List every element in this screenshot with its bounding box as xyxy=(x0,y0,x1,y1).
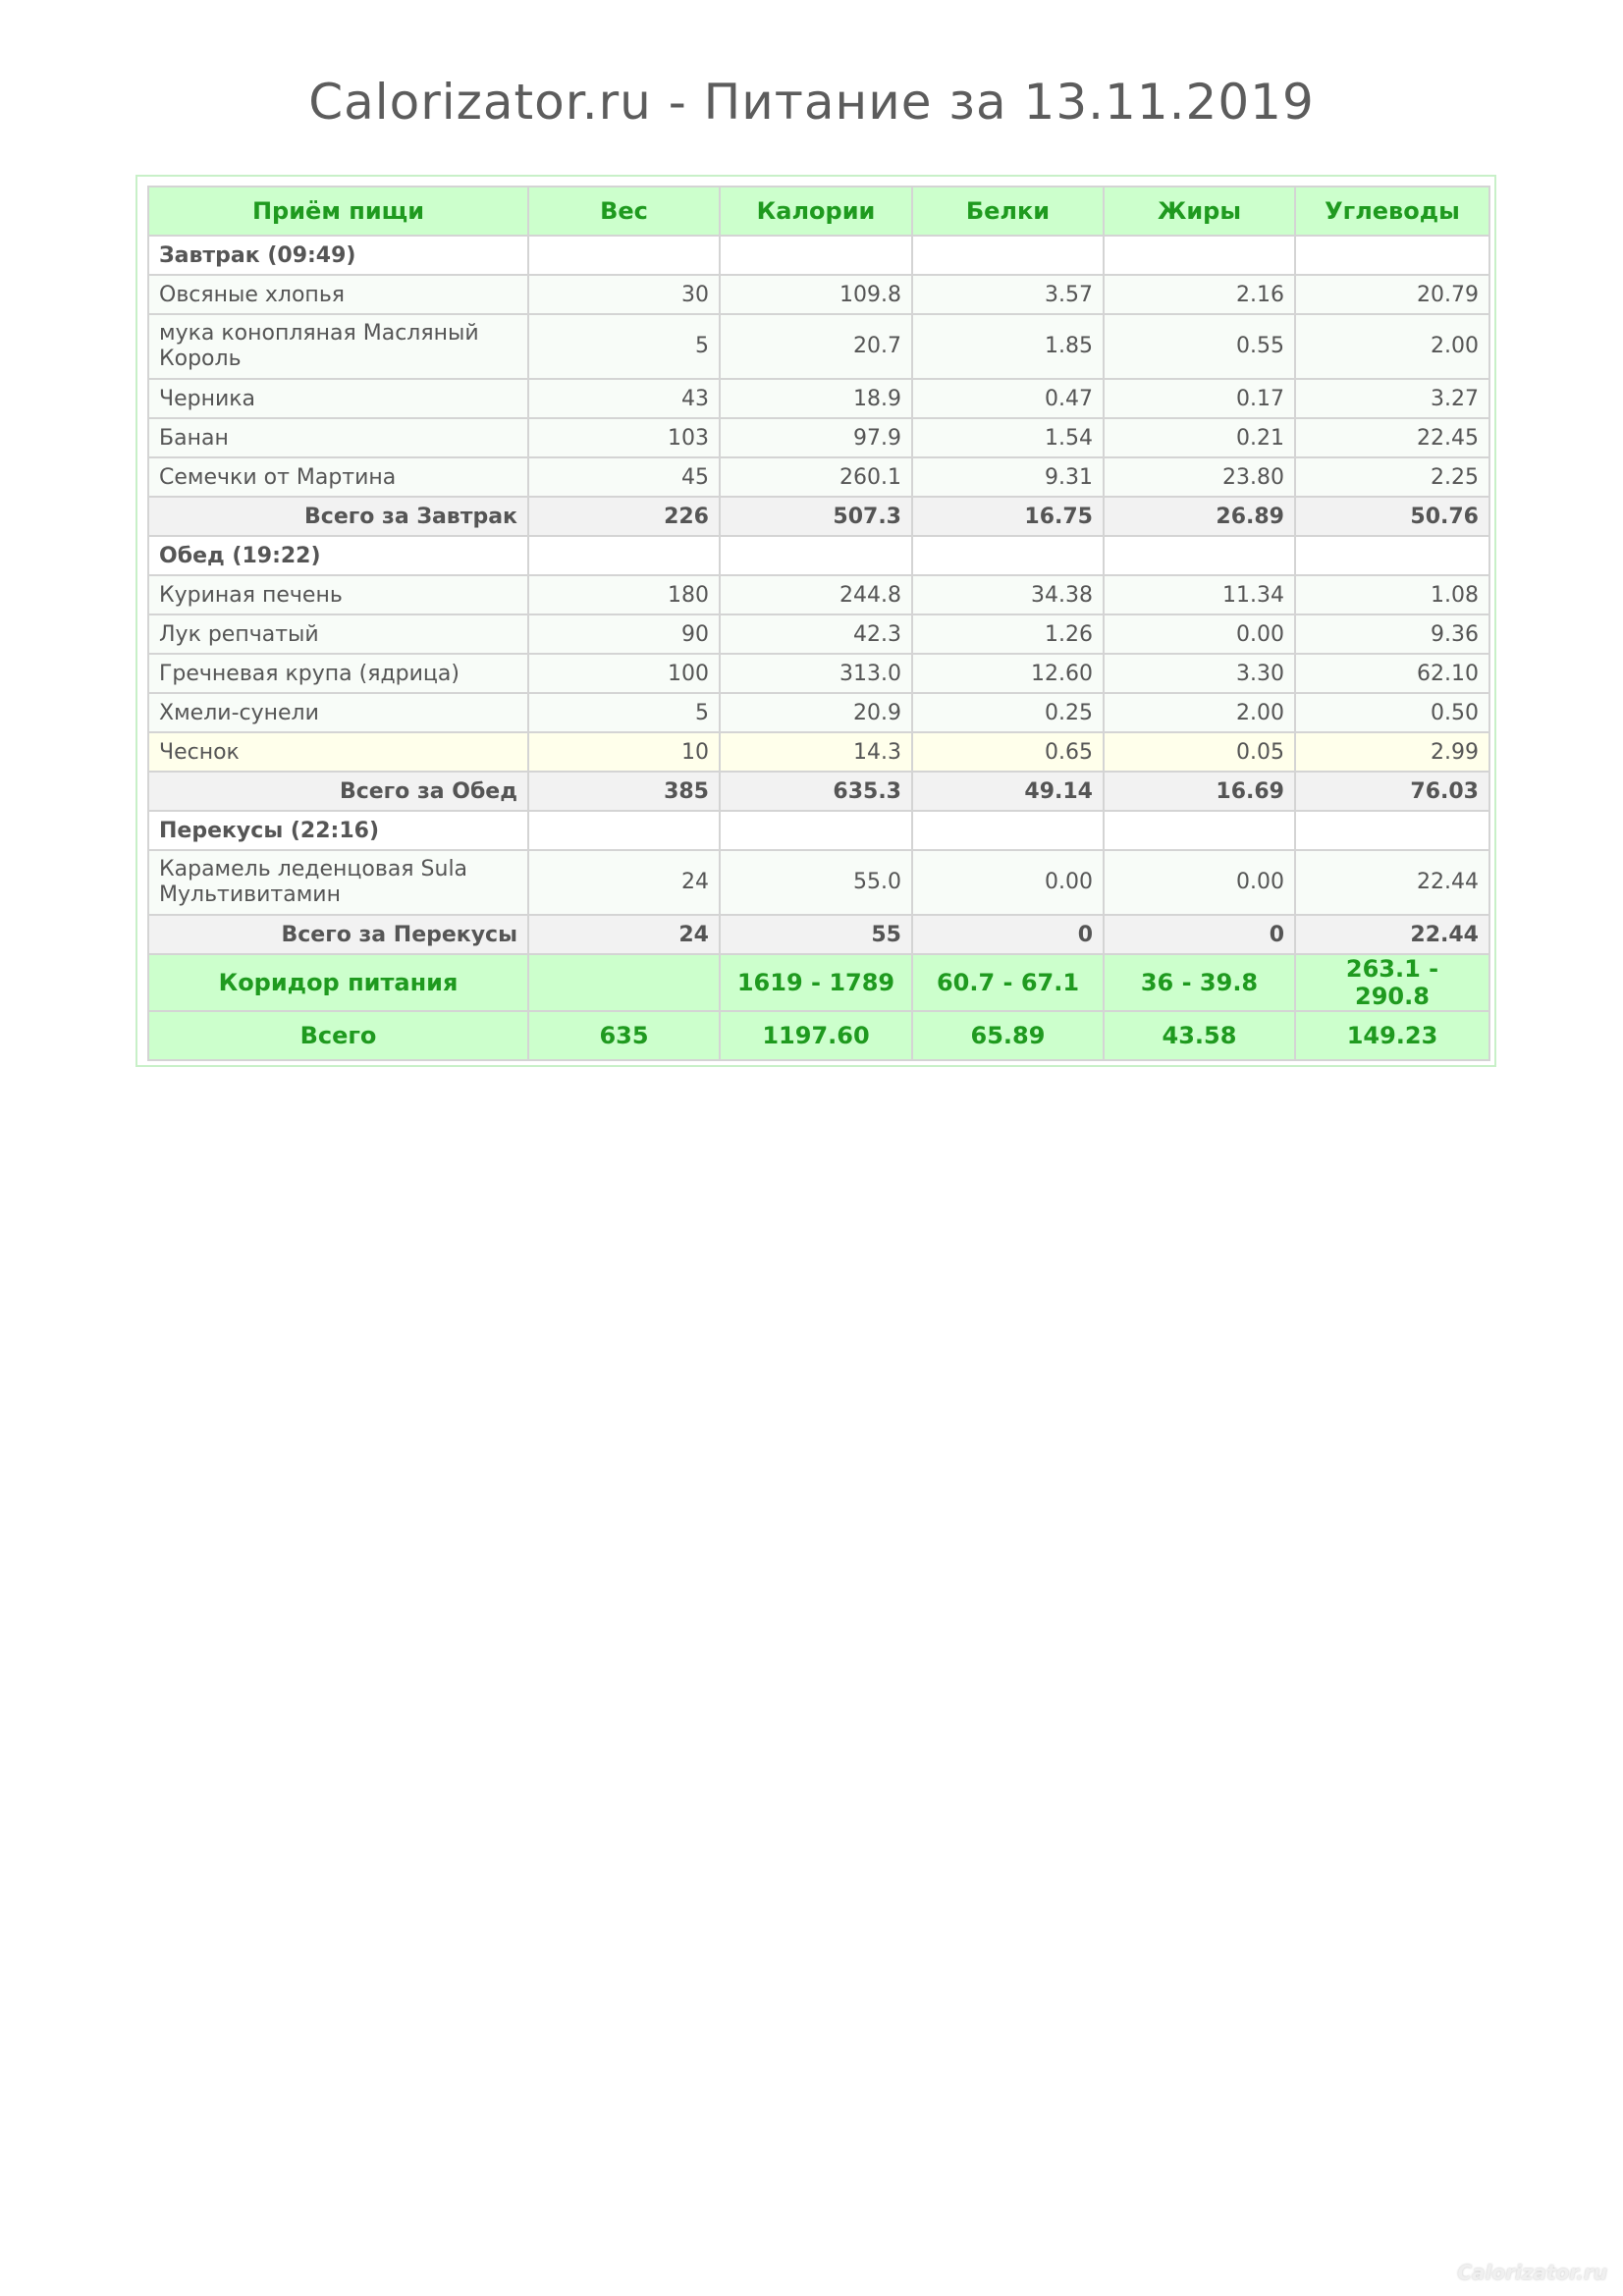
corridor-protein: 60.7 - 67.1 xyxy=(912,954,1104,1011)
food-calories: 20.7 xyxy=(720,314,912,379)
meal-name: Перекусы (22:16) xyxy=(148,811,528,850)
page-title: Calorizator.ru - Питание за 13.11.2019 xyxy=(308,74,1315,131)
corridor-calories: 1619 - 1789 xyxy=(720,954,912,1011)
food-row xyxy=(148,418,1489,457)
total-calories: 507.3 xyxy=(720,497,912,536)
meal-total-row xyxy=(148,497,1489,536)
food-protein: 34.38 xyxy=(912,575,1104,614)
food-fat: 11.34 xyxy=(1104,575,1295,614)
food-calories: 55.0 xyxy=(720,850,912,915)
food-carbs: 22.44 xyxy=(1295,850,1489,915)
food-fat: 2.16 xyxy=(1104,275,1295,314)
header-calories: Калории xyxy=(720,187,912,236)
food-carbs: 9.36 xyxy=(1295,614,1489,654)
meal-name: Завтрак (09:49) xyxy=(148,236,528,275)
watermark-logo: Calorizator.ru xyxy=(1457,2261,1607,2284)
food-weight: 43 xyxy=(528,379,720,418)
food-weight: 5 xyxy=(528,314,720,379)
food-row xyxy=(148,314,1489,379)
food-fat: 0.17 xyxy=(1104,379,1295,418)
food-protein: 0.25 xyxy=(912,693,1104,732)
food-fat: 0.05 xyxy=(1104,732,1295,772)
corridor-carbs: 263.1 - 290.8 xyxy=(1295,954,1489,1011)
food-fat: 0.21 xyxy=(1104,418,1295,457)
total-calories: 635.3 xyxy=(720,772,912,811)
header-weight: Вес xyxy=(528,187,720,236)
food-row xyxy=(148,379,1489,418)
food-carbs: 1.08 xyxy=(1295,575,1489,614)
corridor-fat: 36 - 39.8 xyxy=(1104,954,1295,1011)
empty-cell xyxy=(1295,236,1489,275)
food-row xyxy=(148,575,1489,614)
header-carbs: Углеводы xyxy=(1295,187,1489,236)
nutrition-corridor-row xyxy=(148,954,1489,1011)
food-name: Карамель леденцовая Sula Мультивитамин xyxy=(148,850,528,915)
meal-row-breakfast xyxy=(148,236,1489,275)
food-protein: 1.54 xyxy=(912,418,1104,457)
food-carbs: 2.25 xyxy=(1295,457,1489,497)
food-weight: 90 xyxy=(528,614,720,654)
empty-cell xyxy=(1104,811,1295,850)
grand-total-carbs: 149.23 xyxy=(1295,1011,1489,1060)
nutrition-table xyxy=(147,186,1490,1061)
food-name: Куриная печень xyxy=(148,575,528,614)
meal-total-row xyxy=(148,772,1489,811)
food-row xyxy=(148,654,1489,693)
empty-cell xyxy=(528,536,720,575)
grand-total-calories: 1197.60 xyxy=(720,1011,912,1060)
total-carbs: 76.03 xyxy=(1295,772,1489,811)
total-fat: 26.89 xyxy=(1104,497,1295,536)
food-name: Семечки от Мартина xyxy=(148,457,528,497)
food-protein: 1.26 xyxy=(912,614,1104,654)
food-calories: 14.3 xyxy=(720,732,912,772)
food-name: Гречневая крупа (ядрица) xyxy=(148,654,528,693)
food-carbs: 3.27 xyxy=(1295,379,1489,418)
food-fat: 0.00 xyxy=(1104,614,1295,654)
food-protein: 0.47 xyxy=(912,379,1104,418)
food-calories: 97.9 xyxy=(720,418,912,457)
empty-cell xyxy=(528,236,720,275)
food-name: Банан xyxy=(148,418,528,457)
food-calories: 260.1 xyxy=(720,457,912,497)
food-carbs: 20.79 xyxy=(1295,275,1489,314)
food-weight: 30 xyxy=(528,275,720,314)
food-calories: 42.3 xyxy=(720,614,912,654)
food-weight: 180 xyxy=(528,575,720,614)
header-fat: Жиры xyxy=(1104,187,1295,236)
header-protein: Белки xyxy=(912,187,1104,236)
food-carbs: 0.50 xyxy=(1295,693,1489,732)
total-protein: 16.75 xyxy=(912,497,1104,536)
total-protein: 49.14 xyxy=(912,772,1104,811)
food-carbs: 62.10 xyxy=(1295,654,1489,693)
food-protein: 12.60 xyxy=(912,654,1104,693)
food-fat: 3.30 xyxy=(1104,654,1295,693)
food-calories: 244.8 xyxy=(720,575,912,614)
grand-total-row xyxy=(148,1011,1489,1060)
food-carbs: 22.45 xyxy=(1295,418,1489,457)
total-carbs: 22.44 xyxy=(1295,915,1489,954)
food-protein: 0.65 xyxy=(912,732,1104,772)
food-row xyxy=(148,614,1489,654)
food-row xyxy=(148,693,1489,732)
food-calories: 20.9 xyxy=(720,693,912,732)
food-calories: 313.0 xyxy=(720,654,912,693)
total-weight: 385 xyxy=(528,772,720,811)
total-protein: 0 xyxy=(912,915,1104,954)
food-carbs: 2.99 xyxy=(1295,732,1489,772)
grand-total-fat: 43.58 xyxy=(1104,1011,1295,1060)
meal-total-row xyxy=(148,915,1489,954)
food-protein: 9.31 xyxy=(912,457,1104,497)
total-weight: 226 xyxy=(528,497,720,536)
food-row-highlighted xyxy=(148,732,1489,772)
total-fat: 0 xyxy=(1104,915,1295,954)
food-protein: 0.00 xyxy=(912,850,1104,915)
food-name: Хмели-сунели xyxy=(148,693,528,732)
empty-cell xyxy=(528,811,720,850)
food-fat: 2.00 xyxy=(1104,693,1295,732)
grand-total-weight: 635 xyxy=(528,1011,720,1060)
meal-total-label: Всего за Обед xyxy=(148,772,528,811)
table-frame xyxy=(135,175,1496,1067)
total-calories: 55 xyxy=(720,915,912,954)
table-header-row xyxy=(148,187,1489,236)
food-protein: 1.85 xyxy=(912,314,1104,379)
empty-cell xyxy=(912,536,1104,575)
grand-total-protein: 65.89 xyxy=(912,1011,1104,1060)
total-fat: 16.69 xyxy=(1104,772,1295,811)
empty-cell xyxy=(720,236,912,275)
empty-cell xyxy=(1104,536,1295,575)
food-fat: 0.00 xyxy=(1104,850,1295,915)
empty-cell xyxy=(912,236,1104,275)
corridor-label: Коридор питания xyxy=(148,954,528,1011)
food-name: Овсяные хлопья xyxy=(148,275,528,314)
food-weight: 5 xyxy=(528,693,720,732)
corridor-weight xyxy=(528,954,720,1011)
food-carbs: 2.00 xyxy=(1295,314,1489,379)
food-calories: 109.8 xyxy=(720,275,912,314)
food-fat: 23.80 xyxy=(1104,457,1295,497)
empty-cell xyxy=(720,811,912,850)
meal-name: Обед (19:22) xyxy=(148,536,528,575)
food-weight: 100 xyxy=(528,654,720,693)
food-protein: 3.57 xyxy=(912,275,1104,314)
food-row xyxy=(148,457,1489,497)
total-carbs: 50.76 xyxy=(1295,497,1489,536)
food-calories: 18.9 xyxy=(720,379,912,418)
food-row xyxy=(148,275,1489,314)
empty-cell xyxy=(1295,536,1489,575)
empty-cell xyxy=(720,536,912,575)
food-name: мука конопляная Масляный Король xyxy=(148,314,528,379)
meal-row-lunch xyxy=(148,536,1489,575)
meal-total-label: Всего за Перекусы xyxy=(148,915,528,954)
meal-row-snacks xyxy=(148,811,1489,850)
header-meal: Приём пищи xyxy=(148,187,528,236)
empty-cell xyxy=(1295,811,1489,850)
grand-total-label: Всего xyxy=(148,1011,528,1060)
empty-cell xyxy=(1104,236,1295,275)
food-name: Черника xyxy=(148,379,528,418)
meal-total-label: Всего за Завтрак xyxy=(148,497,528,536)
food-weight: 45 xyxy=(528,457,720,497)
total-weight: 24 xyxy=(528,915,720,954)
food-row xyxy=(148,850,1489,915)
food-fat: 0.55 xyxy=(1104,314,1295,379)
empty-cell xyxy=(912,811,1104,850)
food-weight: 24 xyxy=(528,850,720,915)
food-weight: 10 xyxy=(528,732,720,772)
food-name: Лук репчатый xyxy=(148,614,528,654)
food-weight: 103 xyxy=(528,418,720,457)
food-name: Чеснок xyxy=(148,732,528,772)
